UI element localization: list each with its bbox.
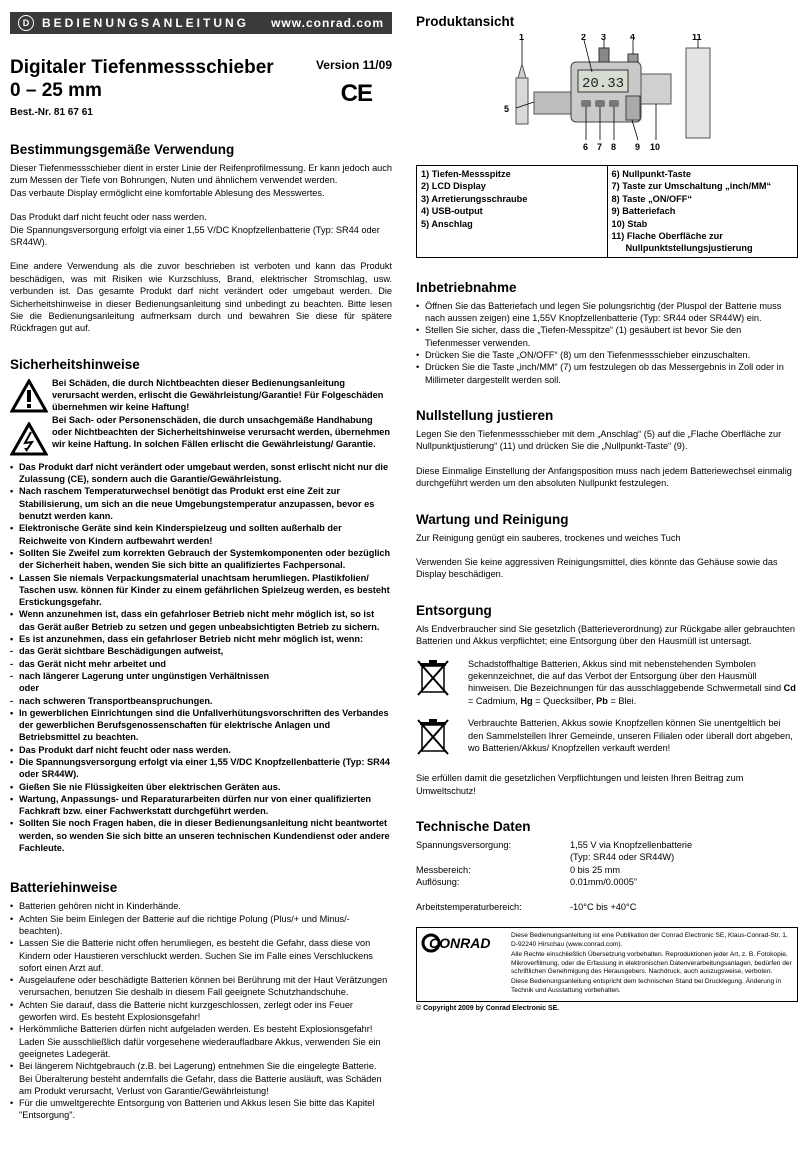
intended-use-p2: Das verbaute Display ermöglicht eine komfortable Ablesung des Messwertes. [10,187,325,198]
safety-item: oder [19,683,39,694]
zero-section [416,408,798,490]
disposal-collection-block [416,717,798,762]
zero-p1: Legen Sie den Tiefenmessschieber mit dem „Anschlag“ (5) auf die „Flache Oberfläche zur Nullpunktjustierung“ (11) und drücken Sie die „Nullpunkt-Taste“ (9). [416,428,782,452]
safety-item: • Das Produkt darf nicht verändert oder umgebaut werden, sonst erlischt nicht nur die Zulassung (CE), sondern auch die Garantie/Gewährleistung. [10,461,392,486]
maintenance-heading: Wartung und Reinigung [416,511,569,527]
legend-item-10: 10) Stab [611,218,648,229]
safety-item: • Wenn anzunehmen ist, dass ein gefahrloser Betrieb nicht mehr möglich ist, so ist das Gerät außer Betrieb zu setzen und gegen unbeabsichtigten Betrieb zu sichern. [10,608,392,633]
disposal-p3: Verbrauchte Batterien, Akkus sowie Knopfzellen können Sie unentgeltlich bei den Sammelstellen Ihrer Gemeinde, unseren Filialen oder überall dort abgeben, wo Batterien/Akkus/ Knopfzellen verkauft werden! [468,718,793,754]
disposal-pb: Pb [596,695,608,706]
safety-list [10,461,392,855]
language-badge: D [18,15,34,31]
legend-item-11: 11) Flache Oberfläche zur Nullpunktstellungsjustierung [611,231,753,254]
intended-use-p1: Dieser Tiefenmessschieber dient in erster Linie der Reifenprofilmessung. Er kann jedoch auch zum Messen der Tiefe von Bohrungen, Nuten und ähnlichem verwendet werden. [10,163,392,186]
spec-value: 0 bis 25 mm [570,864,621,875]
header-label: BEDIENUNGSANLEITUNG [42,16,250,30]
electric-hazard-icon [10,422,48,456]
legend-item-5: 5) Anschlag [421,218,473,229]
spec-key: Messbereich: [416,864,471,875]
safety-item: • Die Spannungsversorgung erfolgt via einer 1,55 V/DC Knopfzellenbatterie (Typ: SR44 oder SR44W). [10,756,392,781]
battery-item: • Achten Sie beim Einlegen der Batterie auf die richtige Polung (Plus/+ und Minus/- beachten). [10,913,392,938]
intended-use-p5: Eine andere Verwendung als die zuvor beschrieben ist verboten und kann das Produkt beschädigen, was mit Risiken wie Kurzschluss, Brand, elektrischer Stromschlag, usw. verbunden ist. Das gesamte Produkt darf nicht verändert oder umgebaut werden. Die Sicherheitshinweise in dieser Bedienungsanleitung sind unbedingt zu beachten. Bitte lesen Sie die Bedienungsanleitung aufmerksam durch und bewahren Sie diese für spätere Rückfragen gut auf. [10,261,392,334]
lcd-reading: 20.33 [581,76,625,92]
maintenance-section [416,512,798,581]
spec-row [416,889,798,901]
safety-item: - das Gerät nicht mehr arbeitet und [10,658,392,670]
spec-value [570,889,798,901]
maintenance-p2: Verwenden Sie keine aggressiven Reinigungsmittel, dies könnte das Gehäuse sowie das Display beschädigen. [416,556,778,580]
stop-base [534,92,574,114]
product-view-heading: Produktansicht [416,14,515,29]
right-column [416,12,798,1012]
legend-item-2: 2) LCD Display [421,181,486,192]
callout-9: 9 [635,142,641,152]
warning-text-2: Bei Sach- oder Personenschäden, die durch unsachgemäße Handhabung oder Nichtbeachten der Sicherheitshinweise verursacht werden, übernehmen wir keine Haftung. In solchen Fällen erlischt die Gewährleistung/ Garantie. [52,414,390,450]
legend-item-7: 7) Taste zur Umschaltung „inch/MM“ [611,181,772,192]
spec-row [416,839,798,851]
battery-compartment [626,96,640,120]
specs-heading: Technische Daten [416,819,531,835]
inch-mm-button [595,100,605,107]
callout-1: 1 [519,34,525,42]
version-label: Version 11/09 [315,58,392,72]
disposal-p2d: = Blei. [607,695,637,706]
legend-item-9: 9) Batteriefach [611,206,676,217]
callout-7: 7 [597,142,603,152]
header-banner [10,12,392,34]
legend-item-8: 8) Taste „ON/OFF“ [611,193,692,204]
battery-heading: Batteriehinweise [10,880,118,896]
startup-heading: Inbetriebnahme [416,279,517,295]
safety-item: - das Gerät sichtbare Beschädigungen aufweist, [10,645,392,657]
battery-item: • Herkömmliche Batterien dürfen nicht aufgeladen werden. Es besteht Explosionsgefahr! Laden Sie ausschließlich dafür vorgesehene wiederaufladbare Akkus, verwenden Sie ein geeignetes Ladegerät. [10,1023,392,1060]
battery-item: • Lassen Sie die Batterie nicht offen herumliegen, es besteht die Gefahr, dass diese von Kindern oder Haustieren verschluckt werden. Suchen Sie im Falle eines Verschluckens sofort einen Arzt auf. [10,937,392,974]
callout-6: 6 [583,142,589,152]
conrad-logo [421,932,509,954]
crossed-bin-icon-2 [416,717,450,757]
battery-item: • Batterien gehören nicht in Kinderhände. [10,900,392,912]
spec-value: 1,55 V via Knopfzellenbatterie [570,840,693,851]
footer-line-1: Diese Bedienungsanleitung ist eine Publikation der Conrad Electronic SE, Klaus-Conrad-Str. 1, D-92240 Hirschau (www.conrad.com). [511,932,788,948]
safety-heading: Sicherheitshinweise [10,356,140,372]
intended-use-p4: Die Spannungsversorgung erfolgt via einer 1,55 V/DC Knopfzellenbatterie (Typ: SR44 oder SR44W). [10,224,380,248]
safety-section [10,357,392,855]
callout-4: 4 [630,34,636,42]
callout-3: 3 [601,34,607,42]
order-number: Best.-Nr. 81 67 61 [10,107,93,118]
legend-item-4: 4) USB-output [421,206,483,217]
battery-item: • Ausgelaufene oder beschädigte Batterien können bei Berührung mit der Haut Verätzungen verursachen, benutzen Sie deshalb in diesem Fall geeignete Schutzhandschuhe. [10,974,392,999]
on-off-button [609,100,619,107]
callout-2: 2 [581,34,587,42]
callout-10: 10 [650,142,661,152]
product-diagram [416,34,798,159]
disposal-p2a: Schadstoffhaltige Batterien, Akkus sind mit nebenstehenden Symbolen gekennzeichnet, die auf das Verbot der Entsorgung über den Hausmüll hinweisen. Die Bezeichnungen für das ausschlaggebende Schwermetall sind [468,658,784,694]
safety-item: • Elektronische Geräte sind kein Kinderspielzeug und sollten außerhalb der Reichweite von Kindern aufbewahrt werden! [10,522,392,547]
spec-row [416,864,798,876]
spec-key [416,851,570,863]
page-title: Digitaler Tiefenmessschieber [10,57,274,78]
page-subtitle: 0 – 25 mm [10,80,102,101]
battery-section [10,880,392,1121]
beam [641,74,671,104]
disposal-p2b: = Cadmium, [468,695,521,706]
specs-table [416,839,798,913]
callout-11: 11 [692,34,702,42]
safety-item: - nach längerer Lagerung unter ungünstigen Verhältnissen [10,670,392,682]
spec-row [416,851,798,863]
intended-use-p3: Das Produkt darf nicht feucht oder nass werden. [10,212,207,223]
spec-value: 0.01mm/0.0005” [570,877,637,888]
intended-use-heading: Bestimmungsgemäße Verwendung [10,142,235,157]
crossed-bin-icon [416,658,450,698]
zero-p2: Diese Einmalige Einstellung der Anfangsposition muss nach jedem Batteriewechsel einmalig durchgeführt werden um den absoluten Nullpunkt festzulegen. [416,465,792,489]
spec-value: (Typ: SR44 oder SR44W) [570,852,675,863]
safety-item: - nach schweren Transportbeanspruchungen. [10,695,392,707]
battery-item: • Achten Sie darauf, dass die Batterie nicht kurzgeschlossen, zerlegt oder ins Feuer geworfen wird. Es besteht Explosionsgefahr! [10,999,392,1024]
specs-section [416,819,798,913]
usb-output [628,54,638,62]
disposal-p2c: = Quecksilber, [532,695,597,706]
battery-item: • Bei längerem Nichtgebrauch (z.B. bei Lagerung) entnehmen Sie die eingelegte Batterie. Bei Überalterung besteht andernfalls die Gefahr, dass die Batterie ausläuft, was Schäden am Produkt verursacht, Verlust von Garantie/Gewährleistung! [10,1060,392,1097]
intended-use-section [10,142,392,335]
battery-item: • Für die umweltgerechte Entsorgung von Batterien und Akkus lesen Sie bitte das Kapitel "Entsorgung". [10,1097,392,1122]
legend-right-cell [607,166,798,258]
spec-key: Auflösung: [416,877,460,888]
legend-item-1: 1) Tiefen-Messspitze [421,169,511,179]
spec-row [416,901,798,913]
warning-text-1: Bei Schäden, die durch Nichtbeachten dieser Bedienungsanleitung verursacht werden, erlischt die Gewährleistung/Garantie! Für Folgeschäden übernehmen wir keine Haftung! [52,377,384,413]
spec-value: -10°C bis +40°C [570,902,637,913]
disposal-p4: Sie erfüllen damit die gesetzlichen Verpflichtungen und leisten Ihren Beitrag zum Umweltschutz! [416,773,744,796]
spec-key: Spannungsversorgung: [416,840,512,851]
safety-item: • Wartung, Anpassungs- und Reparaturarbeiten dürfen nur von einer qualifizierten Fachkraft bzw. einer Fachwerkstatt durchgeführt werden. [10,793,392,818]
maintenance-p1: Zur Reinigung genügt ein sauberes, trockenes und weiches Tuch [416,532,681,543]
legend-item-6: 6) Nullpunkt-Taste [611,169,691,179]
ce-mark: CE [340,80,372,107]
copyright: © Copyright 2009 by Conrad Electronic SE. [416,1005,560,1013]
safety-item: • In gewerblichen Einrichtungen sind die Unfallverhütungsvorschriften des Verbandes der gewerblichen Berufsgenossenschaften für elektrische Anlagen und Betriebsmittel zu beachten. [10,707,392,744]
legend-item-3: 3) Arretierungsschraube [421,193,528,204]
depth-probe [516,78,528,124]
left-column [10,12,392,1122]
header-url[interactable]: www.conrad.com [271,16,384,30]
spec-key: Arbeitstemperaturbereich: [416,902,522,913]
disposal-cd: Cd [783,683,796,694]
safety-item: • Das Produkt darf nicht feucht oder nass werden. [10,744,392,756]
legend-left-cell [417,166,608,258]
spec-row [416,876,798,888]
zero-heading: Nullstellung justieren [416,407,554,423]
startup-list [416,300,798,386]
startup-item: • Drücken Sie die Taste „ON/OFF“ (8) um den Tiefenmessschieber einzuschalten. [416,349,798,361]
safety-item: • Lassen Sie niemals Verpackungsmaterial unachtsam herumliegen. Plastikfolien/ Taschen usw. können für Kinder zu einem gefährlichen Spielzeug werden, es besteht Erstickungsgefahr. [10,572,392,609]
safety-item: • Es ist anzunehmen, dass ein gefahrloser Betrieb nicht mehr möglich ist, wenn: [10,633,392,645]
locking-screw [599,48,609,62]
safety-item: • Sollten Sie Zweifel zum korrekten Gebrauch der Systemkomponenten oder bezüglich der Sicherheit haben, wenden Sie sich bitte an qualifiziertes Fachpersonal. [10,547,392,572]
zero-button [581,100,591,107]
warning-box [10,377,392,461]
publisher-footer [416,927,798,1002]
disposal-section [416,603,798,797]
battery-list [10,900,392,1121]
startup-section [416,280,798,386]
safety-item: • Gießen Sie nie Flüssigkeiten über elektrischen Geräten aus. [10,781,392,793]
disposal-hg: Hg [520,695,533,706]
safety-item: • Nach raschem Temperaturwechsel benötigt das Produkt erst eine Zeit zur Stabilisierung, um sich an die neue Umgebungstemperatur anzupassen, bevor es benutzt werden kann. [10,485,392,522]
spec-key [416,889,570,901]
flat-surface-piece [686,48,710,138]
callout-8: 8 [611,142,617,152]
startup-item: • Stellen Sie sicher, dass die „Tiefen-Messpitze“ (1) gesäubert ist bevor Sie den Tiefenmesser verwenden. [416,324,798,349]
parts-legend [416,165,798,258]
disposal-hazardous-block [416,658,798,708]
footer-line-2: Alle Rechte einschließlich Übersetzung vorbehalten. Reproduktionen jeder Art, z. B. Fotokopie, Mikroverfilmung, oder die Erfassung in elektronischen Datenverarbeitungsanlagen, bedürfen der schriftlichen Genehmigung des Herausgebers. Nachdruck, auch auszugsweise, verboten. [511,951,792,976]
startup-item: • Drücken Sie die Taste „inch/MM“ (7) um festzulegen ob das Messergebnis in Zoll oder in Millimeter dargestellt werden soll. [416,361,798,386]
title-block [10,56,392,126]
safety-item: • Sollten Sie noch Fragen haben, die in dieser Bedienungsanleitung nicht beantwortet werden, so wenden Sie sich bitte an unseren technischen Kundendienst oder andere Fachleute. [10,817,392,854]
footer-line-3: Diese Bedienungsanleitung entspricht dem technischen Stand bei Drucklegung. Änderung in Technik und Ausstattung vorbehalten. [511,978,782,994]
callout-5: 5 [504,104,510,114]
conrad-logo-text: CONRAD [429,935,491,952]
startup-item: • Öffnen Sie das Batteriefach und legen Sie polungsrichtig (der Pluspol der Batterie muss nach aussen zeigen) eine 1,55V Knopfzellenbatterie (Typ: SR44 oder SR44W) ein. [416,300,798,325]
warning-exclamation-icon [10,379,48,413]
disposal-p1: Als Endverbraucher sind Sie gesetzlich (Batterieverordnung) zur Rückgabe aller gebrauchten Batterien und Akkus verpflichtet; eine Entsorgung über den Hausmüll ist untersagt. [416,623,795,647]
disposal-heading: Entsorgung [416,602,492,618]
